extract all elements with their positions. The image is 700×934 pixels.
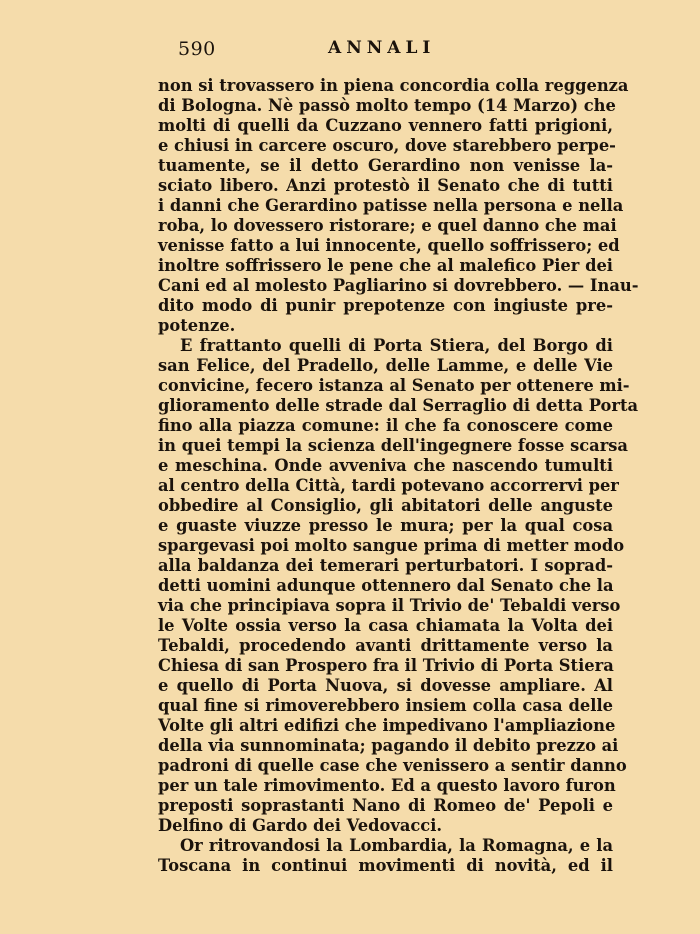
text-line: convicine, fecero istanza al Senato per ottenere mi- <box>158 376 630 395</box>
text-line: roba, lo dovessero ristorare; e quel danno che mai <box>158 216 617 235</box>
text-line: padroni di quelle case che venissero a sentir danno <box>158 756 627 775</box>
text-line: della via sunnominata; pagando il debito prezzo ai <box>158 736 619 755</box>
paragraph <box>158 336 639 836</box>
text-line: e quello di Porta Nuova, si dovesse ampliare. Al <box>158 676 613 695</box>
text-line: di Bologna. Nè passò molto tempo (14 Marzo) che <box>158 96 616 115</box>
text-line: preposti soprastanti Nano di Romeo de' Pepoli e <box>158 796 613 815</box>
page-header <box>178 38 608 62</box>
running-title: ANNALI <box>328 38 436 58</box>
text-line: Toscana in continui movimenti di novità, ed il <box>158 856 613 875</box>
text-line: via che principiava sopra il Trivio de' Tebaldi verso <box>158 596 621 615</box>
text-line: potenze. <box>158 316 236 335</box>
text-line: al centro della Città, tardi potevano accorrervi per <box>158 476 619 495</box>
text-line: san Felice, del Pradello, delle Lamme, e delle Vie <box>158 356 613 375</box>
text-line: in quei tempi la scienza dell'ingegnere fosse scarsa <box>158 436 628 455</box>
text-line: alla baldanza dei temerari perturbatori. I soprad- <box>158 556 613 575</box>
text-line: qual fine si rimoverebbero insiem colla casa delle <box>158 696 613 715</box>
text-line: le Volte ossia verso la casa chiamata la Volta dei <box>158 616 613 635</box>
text-line: sciato libero. Anzi protestò il Senato che di tutti <box>158 176 613 195</box>
body-text <box>158 76 639 876</box>
text-line: venisse fatto a lui innocente, quello soffrissero; ed <box>158 236 620 255</box>
text-line: inoltre soffrissero le pene che al malefico Pier dei <box>158 256 613 275</box>
text-line: obbedire al Consiglio, gli abitatori delle anguste <box>158 496 613 515</box>
text-line: E frattanto quelli di Porta Stiera, del Borgo di <box>180 336 613 355</box>
text-line: fino alla piazza comune: il che fa conoscere come <box>158 416 613 435</box>
text-line: molti di quelli da Cuzzano vennero fatti prigioni, <box>158 116 613 135</box>
page-number: 590 <box>178 38 216 60</box>
text-line: i danni che Gerardino patisse nella persona e nella <box>158 196 624 215</box>
text-line: Delfino di Gardo dei Vedovacci. <box>158 816 443 835</box>
text-line: detti uomini adunque ottennero dal Senato che la <box>158 576 614 595</box>
text-line: e meschina. Onde avveniva che nascendo tumulti <box>158 456 613 475</box>
text-line: spargevasi poi molto sangue prima di metter modo <box>158 536 625 555</box>
paragraph <box>158 836 613 876</box>
text-line: Cani ed al molesto Pagliarino si dovrebbero. — Inau- <box>158 276 639 295</box>
text-line: glioramento delle strade dal Serraglio di detta Porta <box>158 396 639 415</box>
text-line: e chiusi in carcere oscuro, dove starebbero perpe- <box>158 136 616 155</box>
text-line: tuamente, se il detto Gerardino non venisse la- <box>158 156 613 175</box>
text-line: Volte gli altri edifizi che impedivano l'ampliazione <box>158 716 616 735</box>
text-line: Chiesa di san Prospero fra il Trivio di Porta Stiera <box>158 656 614 675</box>
text-line: dito modo di punir prepotenze con ingiuste pre- <box>158 296 613 315</box>
paragraph <box>158 76 639 336</box>
text-line: Tebaldi, procedendo avanti drittamente verso la <box>158 636 613 655</box>
text-line: Or ritrovandosi la Lombardia, la Romagna, e la <box>180 836 613 855</box>
text-line: e guaste viuzze presso le mura; per la qual cosa <box>158 516 613 535</box>
text-line: per un tale rimovimento. Ed a questo lavoro furon <box>158 776 616 795</box>
text-line: non si trovassero in piena concordia colla reggenza <box>158 76 629 95</box>
